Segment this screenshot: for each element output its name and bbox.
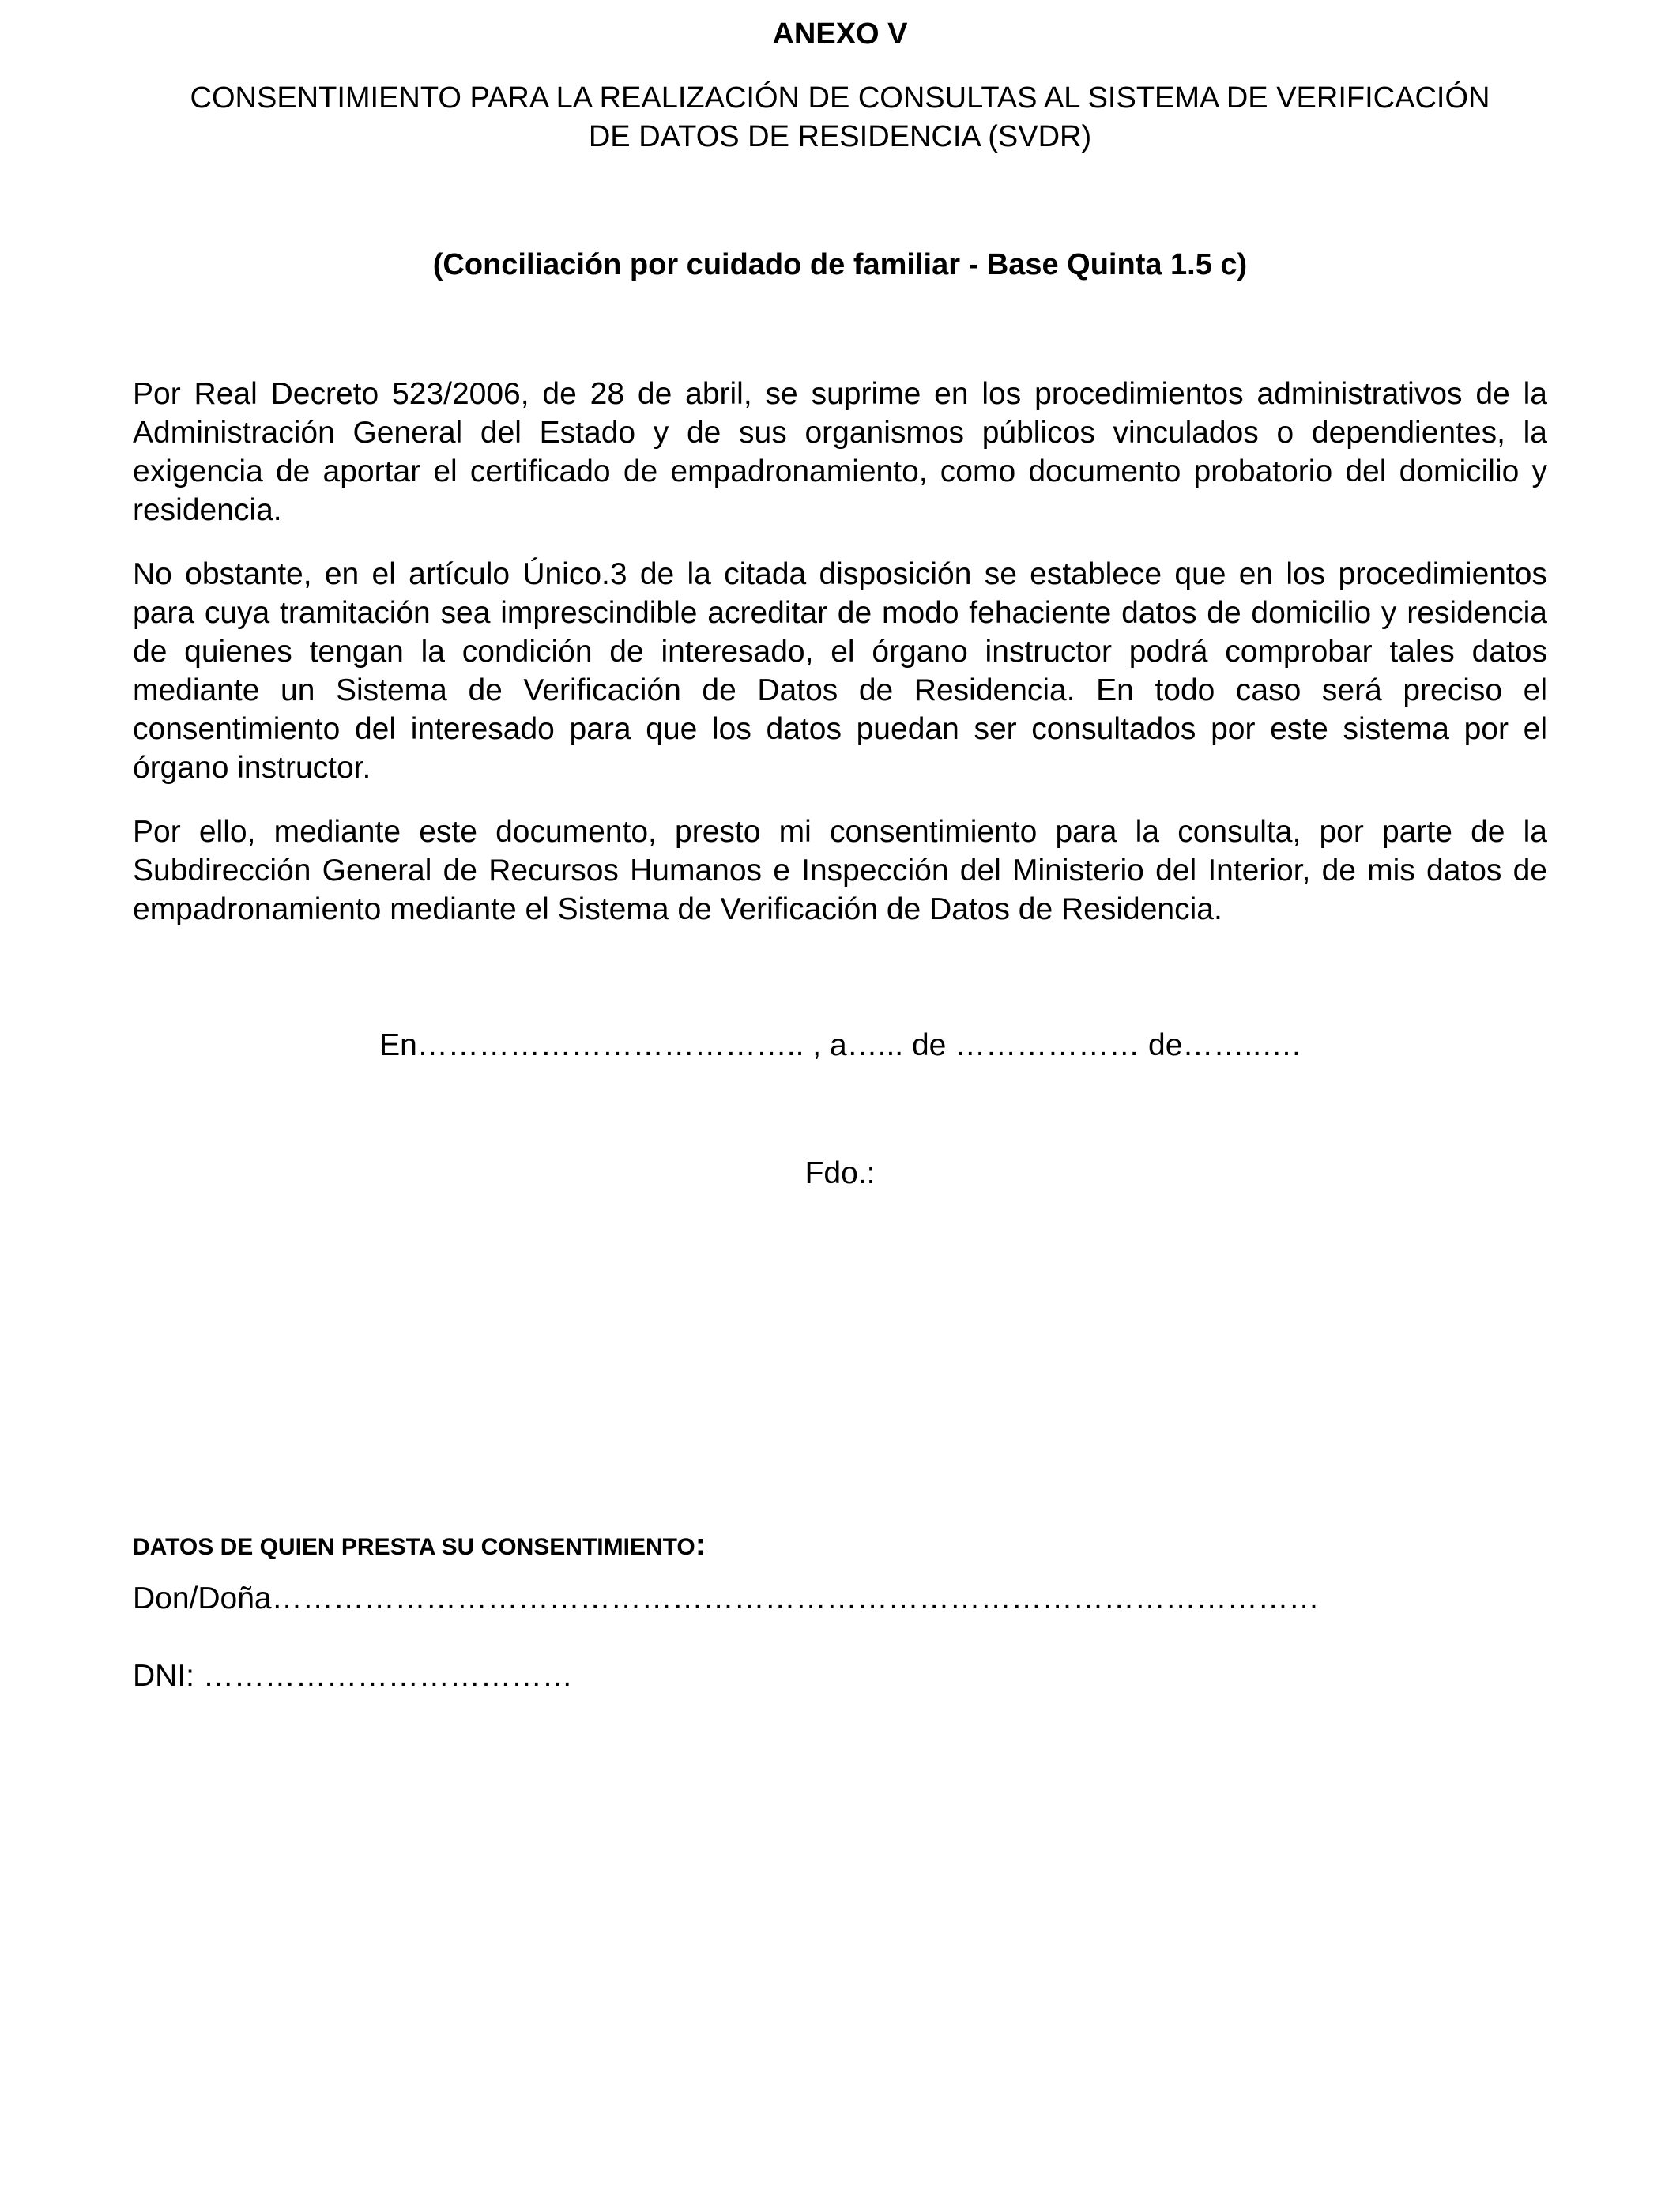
document-subtitle: (Conciliación por cuidado de familiar - Base Quinta 1.5 c) bbox=[432, 248, 1248, 281]
paragraph-consentimiento: Por ello, mediante este documento, presto mi consentimiento para la consulta, por parte de la Subdirección General de Recursos Humanos e Inspección del Ministerio del Interior, de mis datos de empadronamiento mediante el Sistema de Verificación de Datos de Residencia. bbox=[133, 815, 1547, 926]
signature-label: Fdo.: bbox=[804, 1156, 876, 1190]
consenting-party-heading-colon: : bbox=[695, 1527, 706, 1562]
place-date-line: En……………………………….. , a…... de ……………… de……..…. bbox=[379, 1028, 1301, 1062]
body-text bbox=[133, 375, 1547, 954]
dni-field: DNI: ……………………………… bbox=[133, 1659, 573, 1693]
paragraph-real-decreto: Por Real Decreto 523/2006, de 28 de abril, se suprime en los procedimientos administrativos de la Administración General del Estado y de sus organismos públicos vinculados o dependientes, la exigencia de aportar el certificado de empadronamiento, como documento probatorio del domicilio y residencia. bbox=[133, 377, 1547, 527]
paragraph-no-obstante: No obstante, en el artículo Único.3 de la citada disposición se establece que en los procedimientos para cuya tramitación sea imprescindible acreditar de modo fehaciente datos de domicilio y residencia de quienes tengan la condición de interesado, el órgano instructor podrá comprobar tales datos mediante un Sistema de Verificación de Datos de Residencia. En todo caso será preciso el consentimiento del interesado para que los datos puedan ser consultados por este sistema por el órgano instructor. bbox=[133, 557, 1547, 785]
consenting-party-heading-text: DATOS DE QUIEN PRESTA SU CONSENTIMIENTO bbox=[133, 1534, 695, 1560]
document-title-line-2: DE DATOS DE RESIDENCIA (SVDR) bbox=[588, 120, 1092, 153]
consenting-party-heading bbox=[133, 1527, 706, 1565]
annex-title: ANEXO V bbox=[772, 17, 908, 51]
name-field: Don/Doña………………………………………………………………………………………… bbox=[133, 1581, 1320, 1615]
document-title bbox=[119, 79, 1561, 156]
document-title-line-1: CONSENTIMIENTO PARA LA REALIZACIÓN DE CONSULTAS AL SISTEMA DE VERIFICACIÓN bbox=[190, 81, 1490, 115]
